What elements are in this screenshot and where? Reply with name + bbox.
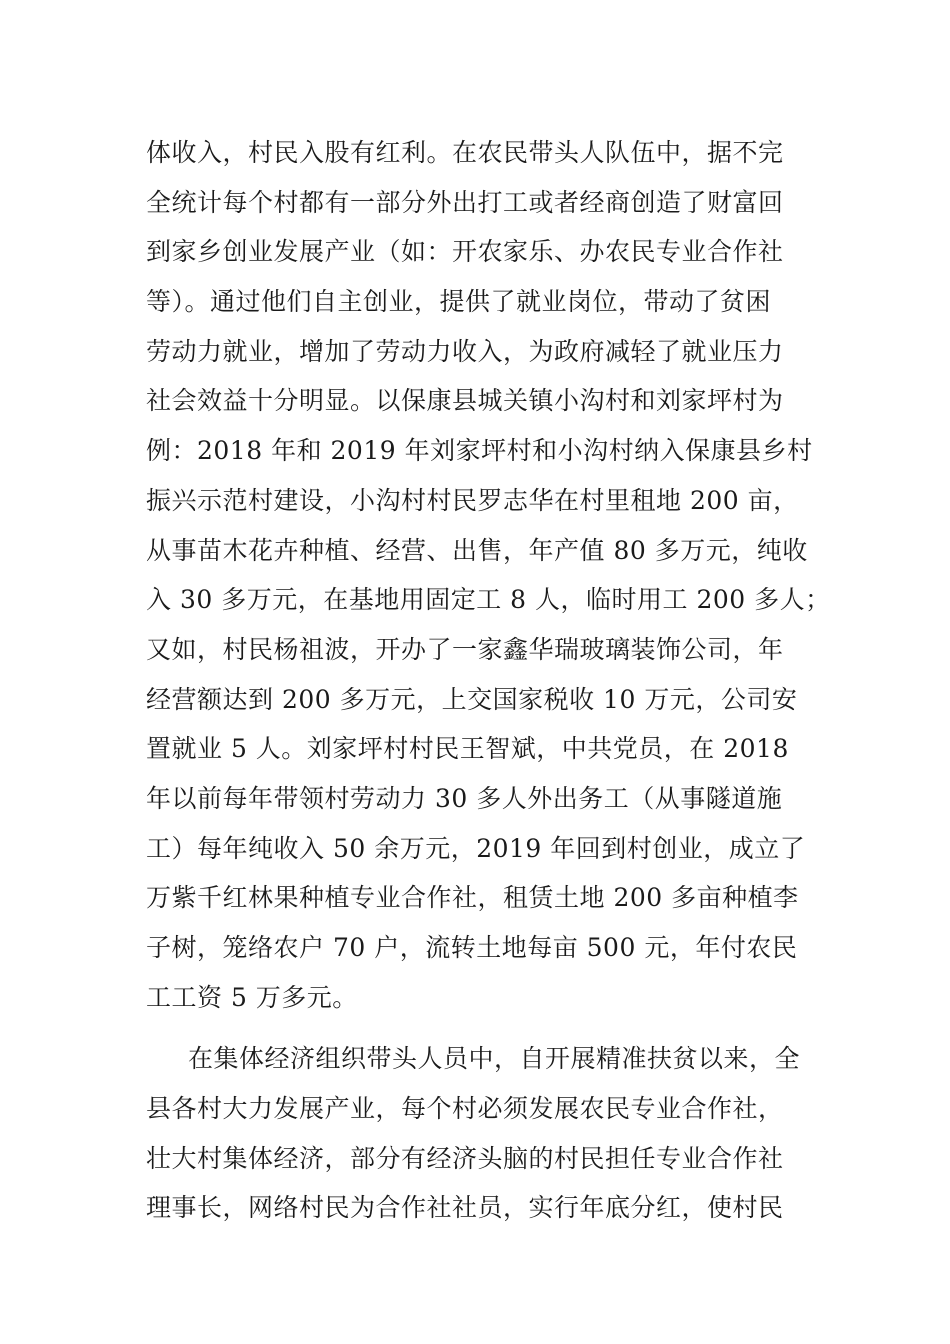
text-line: 到家乡创业发展产业（如：开农家乐、办农民专业合作社 [146,237,784,267]
paragraph-2 [146,1034,816,1233]
text-line: 工工资 5 万多元。 [146,982,358,1012]
text-line: 社会效益十分明显。以保康县城关镇小沟村和刘家坪村为 [146,386,784,416]
text-line: 经营额达到 200 多万元，上交国家税收 10 万元，公司安 [146,684,798,714]
text-line: 体收入，村民入股有红利。在农民带头人队伍中，据不完 [146,138,784,167]
text-line: 理事长，网络村民为合作社社员，实行年底分红，使村民 [146,1193,784,1223]
text-line: 振兴示范村建设，小沟村村民罗志华在村里租地 200 亩， [146,485,799,515]
text-line: 又如，村民杨祖波，开办了一家鑫华瑞玻璃装饰公司，年 [146,634,784,664]
text-line: 置就业 5 人。刘家坪村村民王智斌，中共党员，在 2018 [146,734,789,764]
body-text [146,128,831,1233]
text-line: 工）每年纯收入 50 余万元，2019 年回到村创业，成立了 [146,833,806,863]
text-line: 万紫千红林果种植专业合作社，租赁土地 200 多亩种植李 [146,883,799,913]
text-line: 入 30 多万元，在基地用固定工 8 人，临时用工 200 多人； [146,585,831,615]
text-line: 全统计每个村都有一部分外出打工或者经商创造了财富回 [146,187,784,217]
text-line: 县各村大力发展产业，每个村必须发展农民专业合作社， [146,1094,784,1124]
text-line: 在集体经济组织带头人员中，自开展精准扶贫以来，全 [188,1044,801,1074]
text-line: 例：2018 年和 2019 年刘家坪村和小沟村纳入保康县乡村 [146,436,813,466]
text-line: 子树，笼络农户 70 户，流转土地每亩 500 元，年付农民 [146,933,798,962]
text-line: 壮大村集体经济，部分有经济头脑的村民担任专业合作社 [146,1143,784,1173]
text-line: 等）。通过他们自主创业，提供了就业岗位，带动了贫困 [146,287,772,317]
text-line: 年以前每年带领村劳动力 30 多人外出务工（从事隧道施 [146,783,783,813]
paragraph-1 [146,128,831,1022]
text-line: 从事苗木花卉种植、经营、出售，年产值 80 多万元，纯收 [146,535,808,565]
text-line: 劳动力就业，增加了劳动力收入，为政府减轻了就业压力 [146,336,784,366]
